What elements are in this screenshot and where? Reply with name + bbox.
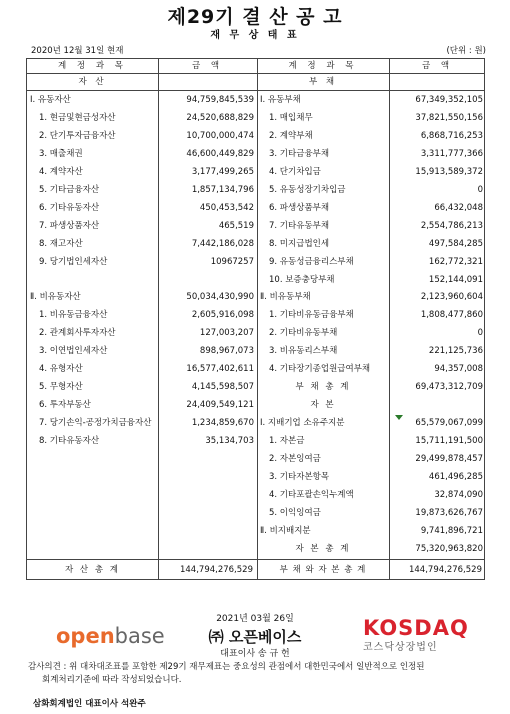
account-label: 9. 유동성금융리스부채: [269, 257, 354, 267]
table-row: [27, 200, 486, 217]
account-amount: 29,499,878,457: [415, 454, 483, 464]
table-row: [27, 487, 486, 504]
account-amount: 67,349,352,105: [415, 95, 483, 105]
total-assets-amount: 144,794,276,529: [179, 565, 253, 575]
account-amount: 898,967,073: [199, 346, 254, 356]
account-label: 1. 자본금: [269, 436, 305, 446]
table-row: [27, 236, 486, 253]
account-amount: 16,577,402,611: [186, 364, 254, 374]
account-amount: 3,177,499,265: [191, 167, 254, 177]
account-label: 3. 기타자본항목: [269, 472, 330, 482]
audit-opinion: [28, 661, 498, 687]
account-label: 3. 비유동리스부채: [269, 346, 338, 356]
total-assets-label: 자 산 총 계: [65, 565, 120, 575]
announcement-date: 2021년 03월 26일: [216, 614, 294, 624]
ceo-name: 대표이사 송 규 헌: [220, 649, 290, 659]
account-label: 2. 기타비유동부채: [269, 328, 338, 338]
account-label: 3. 기타금융부채: [269, 149, 330, 159]
table-row: [27, 523, 486, 540]
account-amount: 46,600,449,829: [186, 149, 254, 159]
table-row: [27, 541, 486, 558]
openbase-logo: openbase: [56, 624, 165, 648]
account-label: 2. 자본잉여금: [269, 454, 321, 464]
account-amount: 94,759,845,539: [186, 95, 254, 105]
col-header-account-left: 계 정 과 목: [58, 61, 127, 71]
account-label: 3. 매출채권: [39, 149, 83, 159]
account-amount: 2,123,960,604: [420, 292, 483, 302]
account-label: 7. 파생상품자산: [39, 221, 100, 231]
account-amount: 1,808,477,860: [420, 310, 483, 320]
table-row: [27, 307, 486, 324]
account-amount: 2,605,916,098: [191, 310, 254, 320]
account-label: Ⅰ. 유동부채: [260, 95, 301, 105]
kosdaq-listed-label: 코스닥상장법인: [363, 642, 438, 653]
account-label: 4. 유형자산: [39, 364, 83, 374]
page-title: 제29기 결 산 공 고: [167, 6, 343, 28]
account-amount: 69,473,312,709: [415, 382, 483, 392]
account-label: Ⅱ. 비유동부채: [260, 292, 311, 302]
table-row: [27, 469, 486, 486]
table-row: [27, 451, 486, 468]
table-row: [27, 92, 486, 109]
total-liabilities-equity-label: 부 채 와 자 본 총 계: [279, 565, 367, 575]
account-label: Ⅱ. 비지배지분: [260, 526, 311, 536]
report-date: 2020년 12월 31일 현재: [31, 46, 124, 56]
account-label: 6. 파생상품부채: [269, 203, 330, 213]
section-assets: 자 산: [78, 77, 107, 87]
table-row: [27, 182, 486, 199]
account-amount: 1,857,134,796: [191, 185, 254, 195]
account-amount: 0: [477, 328, 483, 338]
table-row: [27, 254, 486, 271]
account-label: 1. 비유동금융자산: [39, 310, 108, 320]
account-label: Ⅰ. 유동자산: [30, 95, 71, 105]
account-label: 2. 계약부채: [269, 131, 313, 141]
account-amount: 15,913,589,372: [415, 167, 483, 177]
account-label: 1. 매입채무: [269, 113, 313, 123]
account-amount: 9,741,896,721: [420, 526, 483, 536]
account-label: 8. 재고자산: [39, 239, 83, 249]
account-amount: 2,554,786,213: [420, 221, 483, 231]
account-amount: 7,442,186,028: [191, 239, 254, 249]
account-amount: 461,496,285: [428, 472, 483, 482]
table-row: [27, 505, 486, 522]
account-label: 5. 이익잉여금: [269, 508, 321, 518]
account-amount: 19,873,626,767: [415, 508, 483, 518]
account-amount: 35,134,703: [205, 436, 254, 446]
account-amount: 3,311,777,366: [420, 149, 483, 159]
section-liabilities: 부 채: [308, 77, 338, 87]
account-amount: 37,821,550,156: [415, 113, 483, 123]
account-label: 2. 관계회사투자자산: [39, 328, 116, 338]
account-label: 4. 기타포괄손익누계액: [269, 490, 354, 500]
account-amount: 127,003,207: [199, 328, 254, 338]
table-row: [27, 397, 486, 414]
table-row: [27, 110, 486, 127]
table-row: [27, 379, 486, 396]
total-liabilities-equity-amount: 144,794,276,529: [408, 565, 482, 575]
account-label: 5. 무형자산: [39, 382, 83, 392]
account-amount: 94,357,008: [434, 364, 483, 374]
account-amount: 32,874,090: [434, 490, 483, 500]
table-row: [27, 128, 486, 145]
account-label: 부 채 총 계: [295, 382, 351, 392]
company-name: ㈜ 오픈베이스: [208, 628, 302, 646]
account-label: 4. 기타장기종업원급여부채: [269, 364, 371, 374]
account-amount: 15,711,191,500: [415, 436, 483, 446]
account-label: 3. 이연법인세자산: [39, 346, 108, 356]
audit-opinion-line: 감사의견 : 위 대차대조표를 포함한 제29기 재무제표는 중요성의 관점에서 대한민국에서 일반적으로 인정된: [28, 662, 425, 672]
account-label: 2. 단기투자금융자산: [39, 131, 116, 141]
table-row: [27, 343, 486, 360]
account-amount: 10,700,000,474: [186, 131, 254, 141]
table-row: [27, 289, 486, 306]
account-amount: 0: [477, 185, 483, 195]
account-label: 9. 당기법인세자산: [39, 257, 108, 267]
account-label: Ⅰ. 지배기업 소유주지분: [260, 418, 345, 428]
table-row: [27, 433, 486, 450]
account-amount: 66,432,048: [434, 203, 483, 213]
account-label: 4. 단기차입금: [269, 167, 321, 177]
account-label: 자 본 총 계: [295, 544, 351, 554]
account-amount: 465,519: [218, 221, 254, 231]
col-header-amount-left: 금 액: [191, 61, 224, 71]
table-row: [27, 164, 486, 181]
audit-opinion-line: 회계처리기준에 따라 작성되었습니다.: [42, 675, 182, 685]
account-label: 8. 기타유동자산: [39, 436, 100, 446]
cell-marker-icon: [395, 415, 403, 420]
table-row: [27, 361, 486, 378]
account-label: 7. 기타유동부채: [269, 221, 330, 231]
auditor-name: 삼화회계법인 대표이사 석완주: [33, 699, 146, 709]
account-amount: 4,145,598,507: [191, 382, 254, 392]
account-amount: 221,125,736: [428, 346, 483, 356]
table-row: [27, 146, 486, 163]
col-header-account-right: 계 정 과 목: [288, 61, 358, 71]
account-label: 7. 당기손익-공정가치금융자산: [39, 418, 152, 428]
account-amount: 497,584,285: [428, 239, 483, 249]
account-label: 5. 유동성장기차입금: [269, 185, 346, 195]
statement-subtitle: 재 무 상 태 표: [210, 30, 300, 41]
account-label: 1. 기타비유동금융부채: [269, 310, 354, 320]
account-label: 자 본: [310, 400, 336, 410]
account-amount: 450,453,542: [199, 203, 254, 213]
account-label: 8. 미지급법인세: [269, 239, 330, 249]
account-label: 5. 기타금융자산: [39, 185, 100, 195]
account-label: 1. 현금및현금성자산: [39, 113, 116, 123]
account-label: 4. 계약자산: [39, 167, 83, 177]
account-amount: 162,772,321: [428, 257, 483, 267]
unit-label: (단위 : 원): [446, 46, 486, 56]
table-row: [27, 218, 486, 235]
account-amount: 65,579,067,099: [415, 418, 483, 428]
kosdaq-logo: KOSDAQ: [363, 616, 469, 640]
account-amount: 10967257: [210, 257, 254, 267]
account-amount: 24,520,688,829: [186, 113, 254, 123]
account-label: 10. 보증충당부채: [269, 275, 335, 285]
col-header-amount-right: 금 액: [421, 61, 454, 71]
account-label: 6. 기타유동자산: [39, 203, 100, 213]
account-amount: 152,144,091: [428, 275, 483, 285]
account-label: 6. 투자부동산: [39, 400, 91, 410]
balance-sheet-table: [26, 58, 485, 580]
account-amount: 75,320,963,820: [415, 544, 483, 554]
account-amount: 1,234,859,670: [191, 418, 254, 428]
table-row: [27, 272, 486, 289]
account-amount: 24,409,549,121: [186, 400, 254, 410]
table-row: [27, 415, 486, 432]
account-amount: 50,034,430,990: [186, 292, 254, 302]
account-amount: 6,868,716,253: [420, 131, 483, 141]
account-label: Ⅱ. 비유동자산: [30, 292, 81, 302]
table-row: [27, 325, 486, 342]
